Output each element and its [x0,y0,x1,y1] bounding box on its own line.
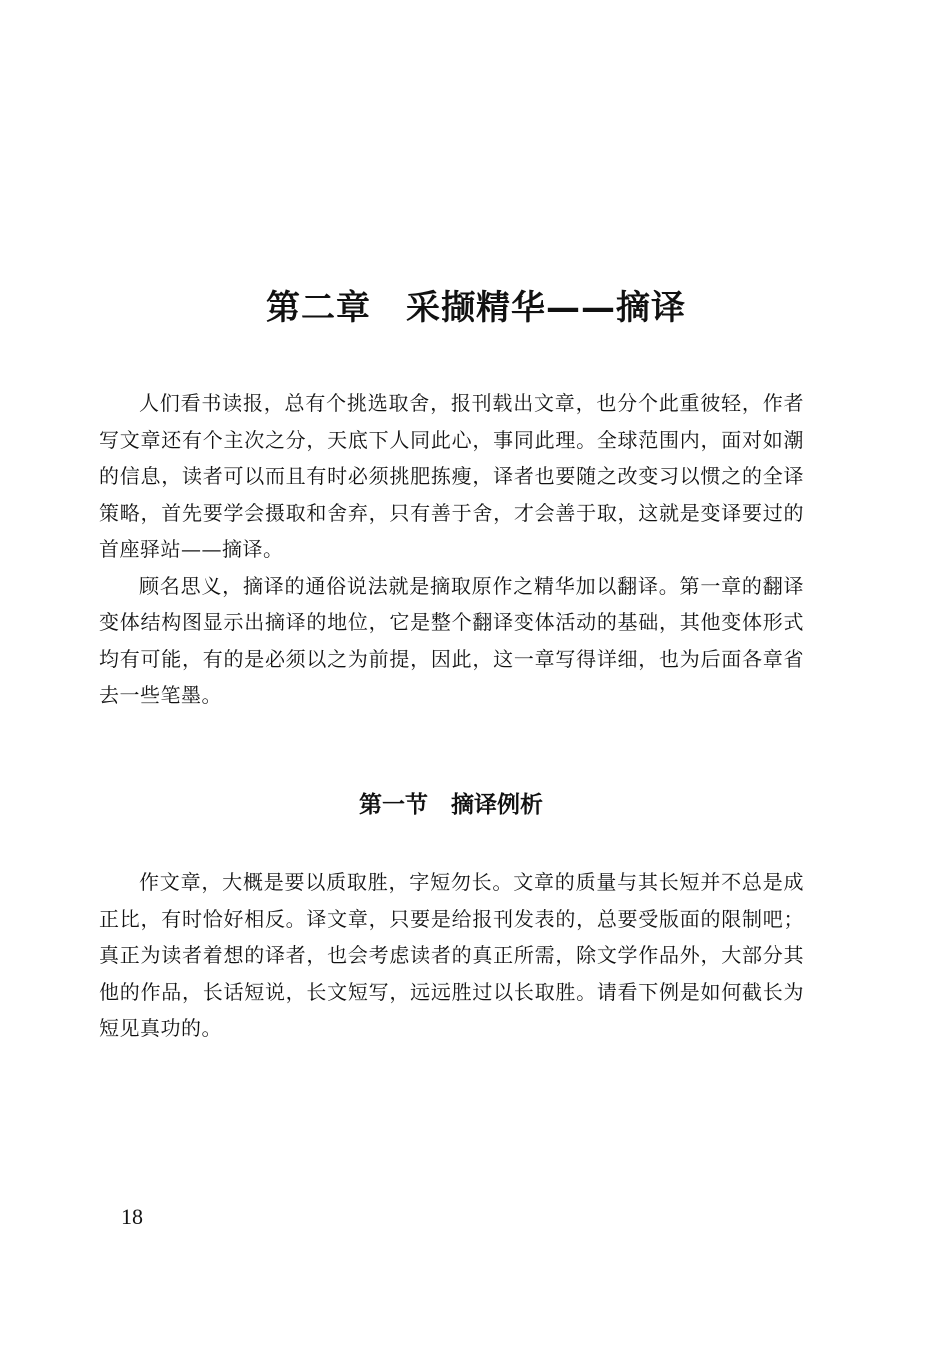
section-body-text [99,864,804,1047]
intro-paragraph: 人们看书读报，总有个挑选取舍，报刊载出文章，也分个此重彼轻，作者写文章还有个主次之分，天底下人同此心，事同此理。全球范围内，面对如潮的信息，读者可以而且有时必须挑肥拣瘦，译者也要随之改变习以惯之的全译策略，首先要学会摄取和舍弃，只有善于舍，才会善于取，这就是变译要过的首座驿站——摘译。 [99,391,804,561]
chapter-title: 第二章 采撷精华——摘译 [266,288,686,328]
intro-paragraph: 顾名思义，摘译的通俗说法就是摘取原作之精华加以翻译。第一章的翻译变体结构图显示出摘译的地位，它是整个翻译变体活动的基础，其他变体形式均有可能，有的是必须以之为前提，因此，这一章写得详细，也为后面各章省去一些笔墨。 [99,573,804,707]
page-number: 18 [121,1204,143,1229]
intro-text [99,385,804,714]
section-title: 第一节 摘译例析 [359,792,543,818]
section-paragraph: 作文章，大概是要以质取胜，字短勿长。文章的质量与其长短并不总是成正比，有时恰好相反。译文章，只要是给报刊发表的，总要受版面的限制吧；真正为读者着想的译者，也会考虑读者的真正所需，除文学作品外，大部分其他的作品，长话短说，长文短写，远远胜过以长取胜。请看下例是如何截长为短见真功的。 [99,870,804,1040]
